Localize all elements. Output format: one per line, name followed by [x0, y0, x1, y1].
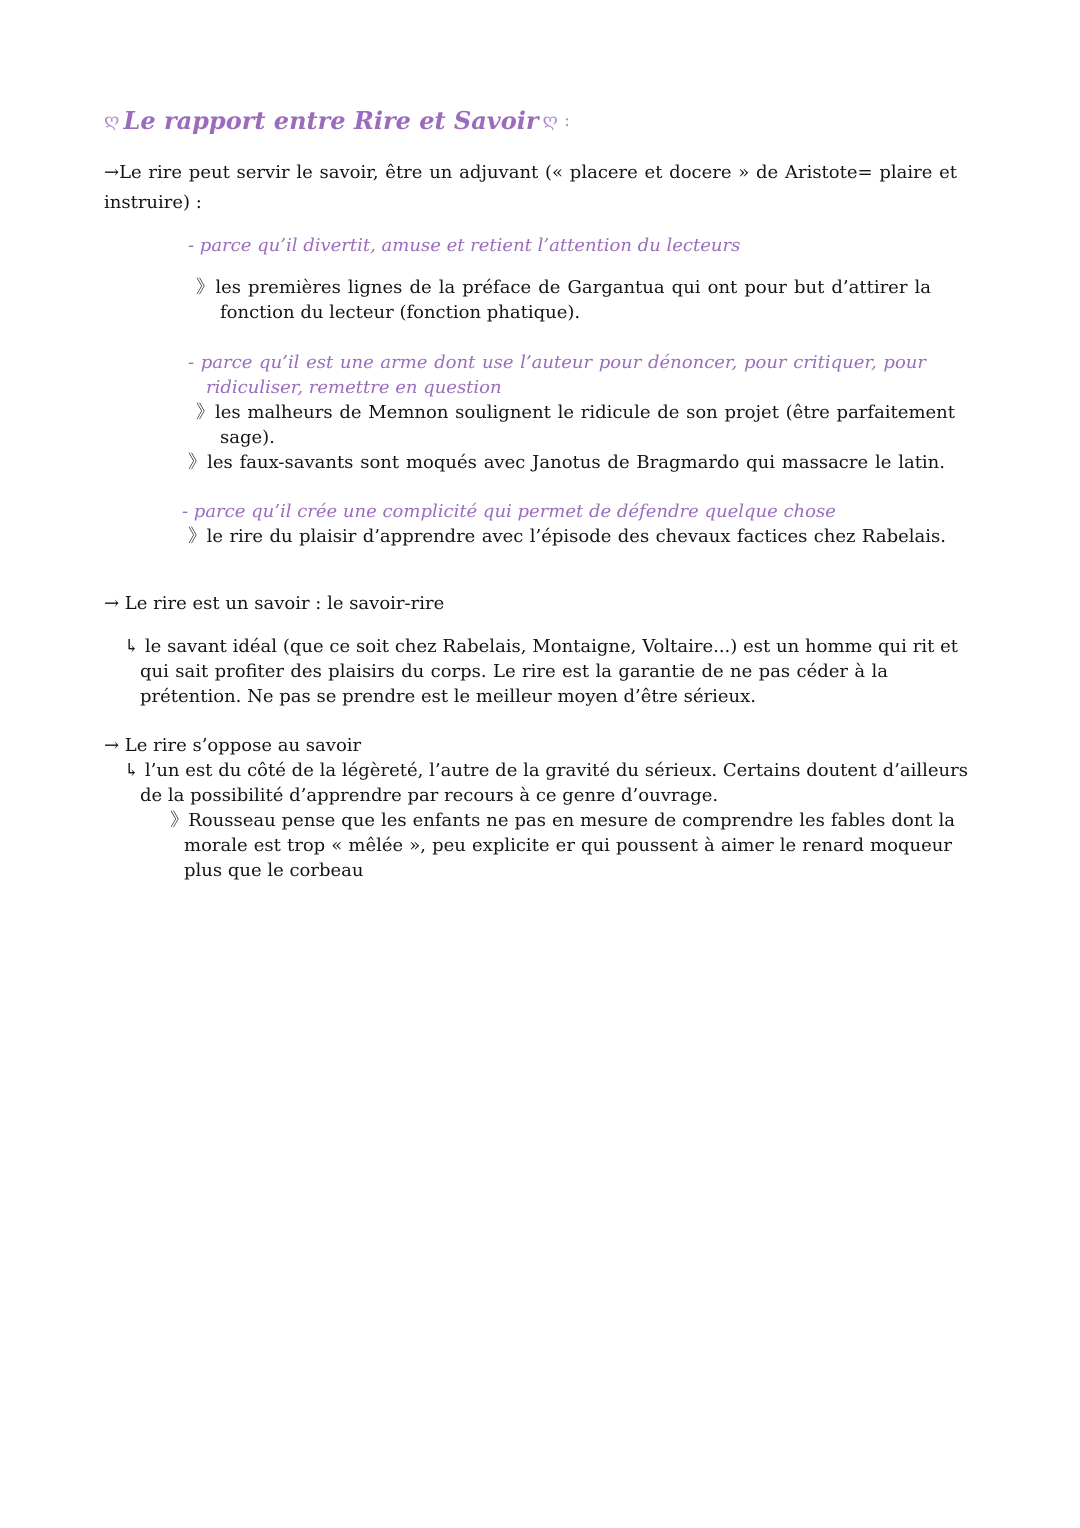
section-3-heading: → Le rire s’oppose au savoir: [104, 735, 362, 756]
intro-line-2: instruire) :: [104, 192, 202, 213]
point-3-example: 》le rire du plaisir d’apprendre avec l’épisode des chevaux factices chez Rabelais.: [188, 526, 946, 547]
point-2-example-1-line-1: 》les malheurs de Memnon soulignent le ridicule de son projet (être parfaitement: [196, 402, 955, 423]
point-2-heading-line-1: - parce qu’il est une arme dont use l’auteur pour dénoncer, pour critiquer, pour: [188, 352, 926, 373]
point-3-heading: - parce qu’il crée une complicité qui permet de défendre quelque chose: [182, 501, 836, 522]
point-2-heading-line-2: ridiculiser, remettre en question: [206, 377, 502, 398]
heart-swirl-right-icon: ღ: [542, 109, 558, 131]
section-2-line-3: prétention. Ne pas se prendre est le meilleur moyen d’être sérieux.: [140, 686, 756, 707]
point-2-example-1-line-2: sage).: [220, 427, 275, 448]
point-1-example-line-2: fonction du lecteur (fonction phatique).: [220, 302, 581, 323]
heart-swirl-left-icon: ღ: [104, 109, 120, 131]
title-text: Le rapport entre Rire et Savoir: [123, 105, 539, 135]
point-1-heading: - parce qu’il divertit, amuse et retient l’attention du lecteurs: [188, 235, 741, 256]
section-3-example-line-1: 》Rousseau pense que les enfants ne pas en mesure de comprendre les fables dont la: [170, 810, 955, 831]
section-3-line-2: de la possibilité d’apprendre par recours à ce genre d’ouvrage.: [140, 785, 719, 806]
section-2-heading: → Le rire est un savoir : le savoir-rire: [104, 593, 445, 614]
section-3-line-1: ↳ l’un est du côté de la légèreté, l’autre de la gravité du sérieux. Certains doutent d’ailleurs: [124, 760, 968, 781]
section-3-example-line-3: plus que le corbeau: [184, 860, 364, 881]
section-2-line-1: ↳ le savant idéal (que ce soit chez Rabelais, Montaigne, Voltaire...) est un homme qui rit et: [124, 636, 958, 657]
point-2-example-2: 》les faux-savants sont moqués avec Janotus de Bragmardo qui massacre le latin.: [188, 452, 945, 473]
title-colon: :: [563, 109, 571, 131]
intro-line-1: →Le rire peut servir le savoir, être un adjuvant (« placere et docere » de Aristote= plaire et: [104, 162, 957, 183]
point-1-example-line-1: 》les premières lignes de la préface de Gargantua qui ont pour but d’attirer la: [196, 277, 931, 298]
section-title: [104, 100, 570, 140]
section-2-line-2: qui sait profiter des plaisirs du corps. Le rire est la garantie de ne pas céder à la: [140, 661, 888, 682]
section-3-example-line-2: morale est trop « mêlée », peu explicite er qui poussent à aimer le renard moqueur: [184, 835, 952, 856]
